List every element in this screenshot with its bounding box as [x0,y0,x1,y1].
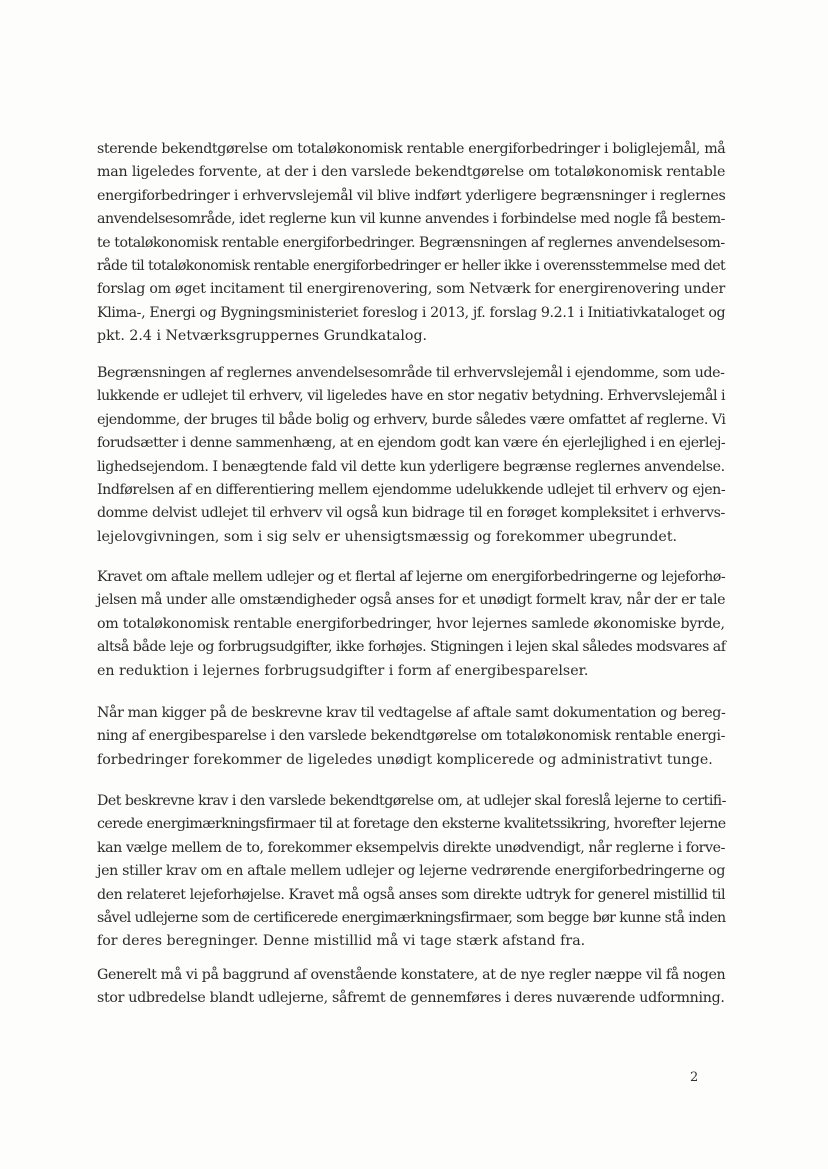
text-line: sterende bekendtgørelse om totaløkonomisk rentable energiforbedringer i boliglejemål, må [97,141,726,157]
text-line: te totaløkonomisk rentable energiforbedringer. Begrænsningen af reglernes anvendelsesom- [97,234,725,251]
text-line: lejelovgivningen, som i sig selv er uhensigtsmæssig og forekommer ubegrundet. [97,528,678,545]
text-line: Generelt må vi på baggrund af ovenstående konstatere, at de nye regler næppe vil få nogen [97,967,726,983]
text-line: såvel udlejerne som de certificerede energimærkningsfirmaer, som begge bør kunne stå inden [97,910,726,927]
text-line: en reduktion i lejernes forbrugsudgifter i form af energibesparelser. [97,662,589,679]
text-line: om totaløkonomisk rentable energiforbedringer, hvor lejernes samlede økonomiske byrde, [97,615,725,632]
text-line: forudsætter i denne sammenhæng, at en ejendom godt kan være én ejerlejlighed i en ejerlej- [97,435,726,452]
text-line: Når man kigger på de beskrevne krav til vedtagelse af aftale samt dokumentation og bereg- [97,705,726,721]
text-line: ning af energibesparelse i den varslede bekendtgørelse om totaløkonomisk rentable energi- [97,728,726,745]
paragraph-3 [97,566,725,683]
text-line: den relateret lejeforhøjelse. Kravet må også anses som direkte udtryk for generel mistillid til [97,886,726,903]
text-line: lighedsejendom. I benægtende fald vil dette kun yderligere begrænse reglernes anvendelse. [97,458,725,475]
text-line: råde til totaløkonomisk rentable energiforbedringer er heller ikke i overensstemmelse med det [97,258,726,275]
text-line: stor udbredelse blandt udlejerne, såfremt de gennemføres i deres nuværende udformning. [97,990,725,1007]
text-line: cerede energimærkningsfirmaer til at foretage den eksterne kvalitetssikring, hvorefter lejerne [97,816,726,833]
text-line: lukkende er udlejet til erhverv, vil ligeledes have en stor negativ betydning. Erhvervslejemål i [97,388,726,405]
text-line: jen stiller krav om en aftale mellem udlejer og lejerne vedrørende energiforbedringerne og [97,863,726,880]
text-line: for deres beregninger. Denne mistillid må vi tage stærk afstand fra. [97,933,586,950]
text-line: man ligeledes forvente, at der i den varslede bekendtgørelse om totaløkonomisk rentable [97,164,726,181]
text-line: anvendelsesområde, idet reglerne kun vil kunne anvendes i forbindelse med nogle få bestem- [97,211,725,228]
text-line: jelsen må under alle omstændigheder også anses for et unødigt formelt krav, når der er tale [97,592,726,609]
text-line: energiforbedringer i erhvervslejemål vil blive indført yderligere begrænsninger i reglernes [97,187,726,204]
text-line: altså både leje og forbrugsudgifter, ikke forhøjes. Stigningen i lejen skal således modsvares af [97,639,726,656]
paragraph-2 [97,362,725,549]
text-line: Indførelsen af en differentiering mellem ejendomme udelukkende udlejet til erhverv og ejen- [97,482,726,499]
page-number: 2 [690,1070,699,1085]
paragraph-6 [97,964,725,1011]
text-line: forslag om øget incitament til energirenovering, som Netværk for energirenovering under [97,281,725,298]
text-line: Det beskrevne krav i den varslede bekendtgørelse om, at udlejer skal foreslå lejerne to certifi- [97,793,726,809]
text-line: ejendomme, der bruges til både bolig og erhverv, burde således være omfattet af reglerne. Vi [97,411,726,428]
text-line: kan vælge mellem de to, forekommer eksempelvis direkte unødvendigt, når reglerne i forve- [97,839,725,856]
paragraph-1 [97,138,725,349]
text-line: forbedringer forekommer de ligeledes unødigt komplicerede og administrativt tunge. [97,751,713,768]
text-line: domme delvist udlejet til erhverv vil også kun bidrage til en forøget kompleksitet i erhvervs- [97,505,725,522]
text-line: pkt. 2.4 i Netværksgruppernes Grundkatalog. [97,328,428,345]
text-line: Kravet om aftale mellem udlejer og et flertal af lejerne om energiforbedringerne og lejeforhø- [97,569,726,585]
text-line: Begrænsningen af reglernes anvendelsesområde til erhvervslejemål i ejendomme, som ude- [97,365,725,381]
text-line: Klima-, Energi og Bygningsministeriet foreslog i 2013, jf. forslag 9.2.1 i Initiativkataloget og [97,304,726,321]
paragraph-5 [97,790,725,954]
paragraph-4 [97,702,725,772]
